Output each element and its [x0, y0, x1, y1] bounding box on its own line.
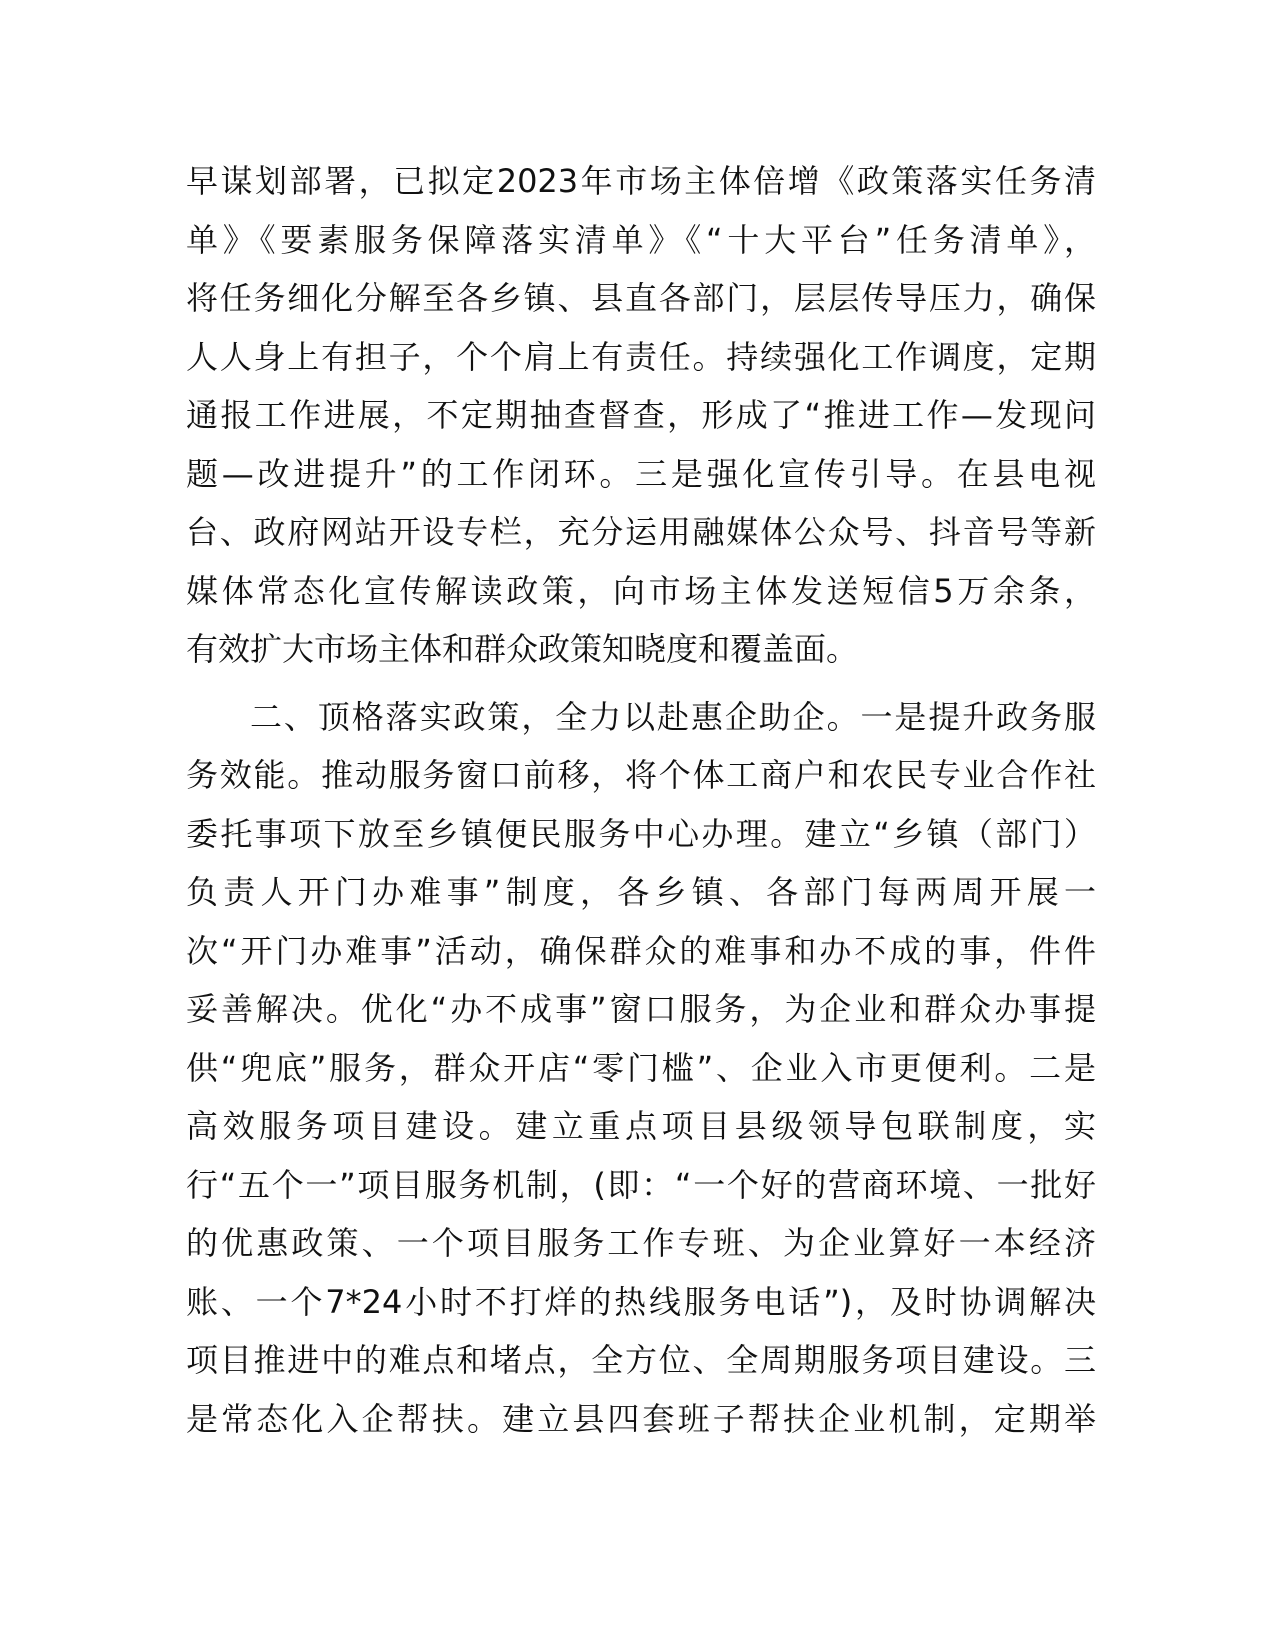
- paragraph-2-line: 供“兜底”服务，群众开店“零门槛”、企业入市更便利。二是: [186, 1048, 1096, 1087]
- paragraph-2-line: 二、顶格落实政策，全力以赴惠企助企。一是提升政务服: [250, 697, 1096, 736]
- paragraph-2-line: 高效服务项目建设。建立重点项目县级领导包联制度，实: [186, 1107, 1096, 1145]
- paragraph-2-line: 务效能。推动服务窗口前移，将个体工商户和农民专业合作社: [186, 756, 1096, 794]
- paragraph-2-line: 行“五个一”项目服务机制，(即：“一个好的营商环境、一批好: [186, 1165, 1096, 1204]
- paragraph-2-line: 次“开门办难事”活动，确保群众的难事和办不成的事，件件: [186, 931, 1096, 970]
- paragraph-1-line: 题—改进提升”的工作闭环。三是强化宣传引导。在县电视: [186, 454, 1096, 493]
- paragraph-1-line: 台、政府网站开设专栏，充分运用融媒体公众号、抖音号等新: [186, 513, 1096, 551]
- paragraph-1-line: 单》《要素服务保障落实清单》《“十大平台”任务清单》，: [186, 220, 1096, 259]
- paragraph-1: [186, 152, 1096, 679]
- paragraph-2-line: 负责人开门办难事”制度，各乡镇、各部门每两周开展一: [186, 873, 1096, 911]
- paragraph-2-line: 项目推进中的难点和堵点，全方位、全周期服务项目建设。三: [186, 1341, 1096, 1379]
- paragraph-2: [186, 688, 1096, 1449]
- paragraph-spacing: [186, 679, 1096, 688]
- paragraph-1-line: 媒体常态化宣传解读政策，向市场主体发送短信5万余条，: [186, 571, 1096, 610]
- paragraph-1-line: 早谋划部署，已拟定2023年市场主体倍增《政策落实任务清: [186, 162, 1096, 200]
- paragraph-1-line: 有效扩大市场主体和群众政策知晓度和覆盖面。: [186, 630, 859, 668]
- paragraph-2-line: 账、一个7*24小时不打烊的热线服务电话”)，及时协调解决: [186, 1282, 1096, 1321]
- paragraph-2-line: 是常态化入企帮扶。建立县四套班子帮扶企业机制，定期举: [186, 1399, 1096, 1438]
- paragraph-2-line: 妥善解决。优化“办不成事”窗口服务，为企业和群众办事提: [186, 990, 1096, 1028]
- paragraph-1-line: 人人身上有担子，个个肩上有责任。持续强化工作调度，定期: [186, 337, 1096, 376]
- paragraph-2-line: 委托事项下放至乡镇便民服务中心办理。建立“乡镇（部门）: [186, 814, 1096, 853]
- paragraph-1-line: 将任务细化分解至各乡镇、县直各部门，层层传导压力，确保: [186, 279, 1096, 317]
- paragraph-2-line: 的优惠政策、一个项目服务工作专班、为企业算好一本经济: [186, 1224, 1096, 1262]
- paragraph-1-line: 通报工作进展，不定期抽查督查，形成了“推进工作—发现问: [186, 396, 1096, 434]
- document-body: [186, 152, 1096, 1448]
